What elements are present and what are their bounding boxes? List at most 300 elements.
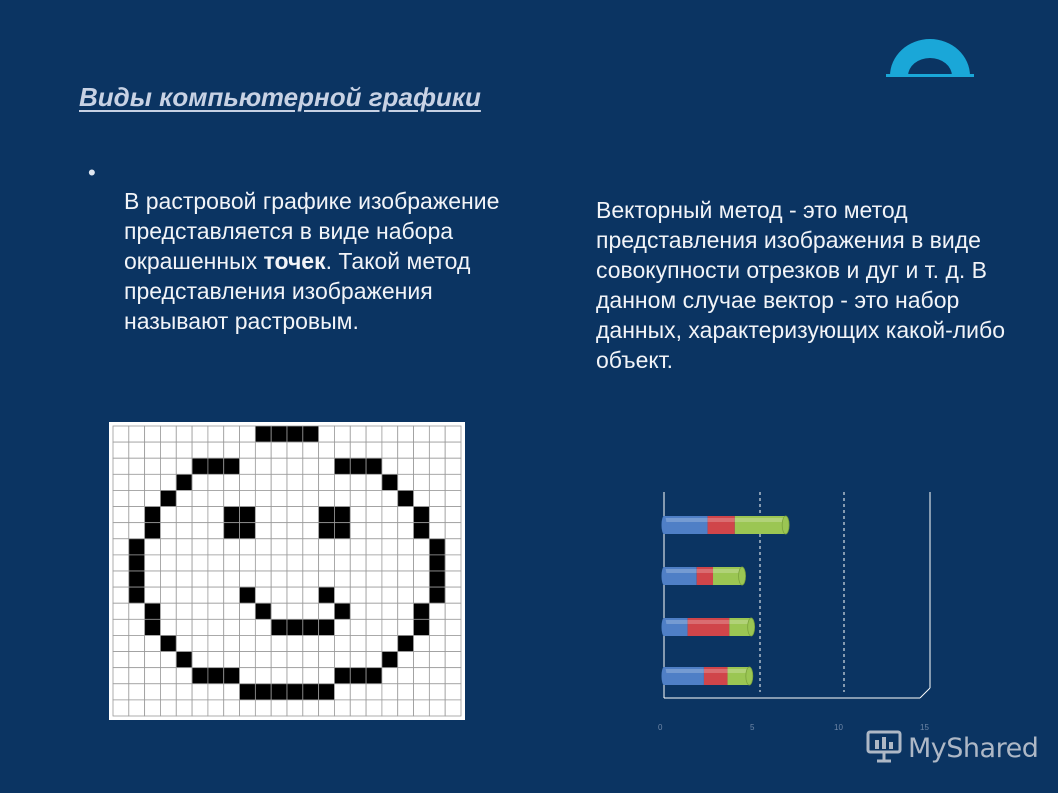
pixel-empty bbox=[319, 555, 335, 571]
pixel-empty bbox=[160, 587, 176, 603]
pixel-empty bbox=[350, 684, 366, 700]
pixel-empty bbox=[208, 474, 224, 490]
pixel-empty bbox=[350, 587, 366, 603]
pixel-empty bbox=[255, 474, 271, 490]
pixel-empty bbox=[366, 652, 382, 668]
pixel-empty bbox=[240, 571, 256, 587]
pixel-empty bbox=[303, 474, 319, 490]
pixel-empty bbox=[240, 700, 256, 716]
pixel-empty bbox=[366, 684, 382, 700]
pixel-empty bbox=[192, 603, 208, 619]
pixel-empty bbox=[176, 571, 192, 587]
pixel-empty bbox=[160, 652, 176, 668]
pixel-empty bbox=[160, 571, 176, 587]
pixel-empty bbox=[398, 652, 414, 668]
pixel-empty bbox=[414, 539, 430, 555]
pixel-empty bbox=[176, 523, 192, 539]
pixel-empty bbox=[160, 442, 176, 458]
pixel-empty bbox=[176, 619, 192, 635]
pixel-filled bbox=[334, 507, 350, 523]
raster-text-part1: В растровой графике изображение представляется в виде набора окрашенных bbox=[124, 188, 500, 274]
pixel-empty bbox=[445, 603, 461, 619]
bar-highlight bbox=[697, 569, 713, 573]
pixel-filled bbox=[334, 458, 350, 474]
pixel-empty bbox=[398, 700, 414, 716]
pixel-empty bbox=[287, 523, 303, 539]
pixel-empty bbox=[271, 507, 287, 523]
pixel-empty bbox=[350, 507, 366, 523]
pixel-empty bbox=[334, 442, 350, 458]
pixel-empty bbox=[445, 700, 461, 716]
pixel-empty bbox=[271, 587, 287, 603]
pixel-empty bbox=[224, 684, 240, 700]
pixel-filled bbox=[319, 507, 335, 523]
pixel-empty bbox=[224, 539, 240, 555]
pixel-filled bbox=[176, 652, 192, 668]
pixel-empty bbox=[240, 652, 256, 668]
pixel-empty bbox=[350, 571, 366, 587]
pixel-empty bbox=[398, 684, 414, 700]
pixel-empty bbox=[445, 474, 461, 490]
pixel-empty bbox=[113, 700, 129, 716]
pixel-empty bbox=[303, 442, 319, 458]
pixel-empty bbox=[350, 474, 366, 490]
pixel-filled bbox=[240, 523, 256, 539]
pixel-empty bbox=[208, 426, 224, 442]
pixel-empty bbox=[429, 490, 445, 506]
pixel-empty bbox=[271, 490, 287, 506]
pixel-empty bbox=[287, 587, 303, 603]
pixel-filled bbox=[334, 523, 350, 539]
bar-highlight bbox=[664, 569, 697, 573]
pixel-empty bbox=[240, 619, 256, 635]
pixel-empty bbox=[382, 635, 398, 651]
semicircle-arch-icon bbox=[886, 36, 976, 85]
pixel-empty bbox=[287, 603, 303, 619]
pixel-empty bbox=[224, 490, 240, 506]
pixel-empty bbox=[398, 539, 414, 555]
pixel-empty bbox=[192, 474, 208, 490]
pixel-empty bbox=[129, 700, 145, 716]
pixel-empty bbox=[303, 523, 319, 539]
pixel-empty bbox=[398, 458, 414, 474]
pixel-empty bbox=[224, 555, 240, 571]
pixel-empty bbox=[287, 442, 303, 458]
pixel-empty bbox=[255, 539, 271, 555]
pixel-filled bbox=[287, 619, 303, 635]
pixel-empty bbox=[398, 619, 414, 635]
pixel-empty bbox=[303, 539, 319, 555]
pixel-filled bbox=[129, 539, 145, 555]
pixel-empty bbox=[350, 426, 366, 442]
pixel-filled bbox=[303, 426, 319, 442]
pixel-empty bbox=[287, 507, 303, 523]
pixel-empty bbox=[303, 507, 319, 523]
bar-highlight bbox=[708, 518, 735, 522]
pixel-empty bbox=[145, 539, 161, 555]
pixel-empty bbox=[398, 571, 414, 587]
pixel-filled bbox=[334, 668, 350, 684]
pixel-empty bbox=[176, 700, 192, 716]
pixel-empty bbox=[366, 523, 382, 539]
pixel-empty bbox=[445, 571, 461, 587]
pixel-empty bbox=[414, 571, 430, 587]
pixel-empty bbox=[129, 523, 145, 539]
pixel-filled bbox=[255, 603, 271, 619]
pixel-empty bbox=[334, 426, 350, 442]
pixel-empty bbox=[382, 603, 398, 619]
pixel-empty bbox=[240, 474, 256, 490]
pixel-empty bbox=[445, 619, 461, 635]
pixel-empty bbox=[303, 571, 319, 587]
pixel-filled bbox=[350, 668, 366, 684]
pixel-empty bbox=[224, 587, 240, 603]
pixel-empty bbox=[176, 555, 192, 571]
pixel-empty bbox=[382, 668, 398, 684]
pixel-empty bbox=[271, 571, 287, 587]
pixel-empty bbox=[334, 490, 350, 506]
pixel-empty bbox=[240, 426, 256, 442]
pixel-empty bbox=[414, 652, 430, 668]
pixel-empty bbox=[271, 635, 287, 651]
pixel-empty bbox=[334, 555, 350, 571]
pixel-empty bbox=[240, 555, 256, 571]
slide-title: Виды компьютерной графики bbox=[79, 82, 481, 112]
pixel-empty bbox=[445, 652, 461, 668]
pixel-empty bbox=[429, 458, 445, 474]
pixel-filled bbox=[414, 523, 430, 539]
pixel-empty bbox=[160, 474, 176, 490]
bar-start-cap bbox=[662, 567, 667, 585]
pixel-filled bbox=[129, 571, 145, 587]
pixel-empty bbox=[382, 684, 398, 700]
pixel-empty bbox=[255, 619, 271, 635]
pixel-filled bbox=[208, 458, 224, 474]
pixel-empty bbox=[445, 587, 461, 603]
pixel-empty bbox=[366, 587, 382, 603]
pixel-empty bbox=[113, 684, 129, 700]
pixel-empty bbox=[319, 474, 335, 490]
pixel-empty bbox=[255, 507, 271, 523]
pixel-empty bbox=[145, 555, 161, 571]
pixel-empty bbox=[255, 700, 271, 716]
pixel-empty bbox=[160, 668, 176, 684]
pixel-empty bbox=[192, 652, 208, 668]
pixel-empty bbox=[398, 442, 414, 458]
pixel-empty bbox=[429, 442, 445, 458]
pixel-empty bbox=[350, 700, 366, 716]
pixel-empty bbox=[350, 635, 366, 651]
pixel-empty bbox=[303, 587, 319, 603]
pixel-smiley-image bbox=[109, 422, 465, 725]
pixel-empty bbox=[271, 442, 287, 458]
pixel-empty bbox=[129, 490, 145, 506]
pixel-empty bbox=[350, 555, 366, 571]
pixel-empty bbox=[224, 571, 240, 587]
pixel-filled bbox=[224, 523, 240, 539]
pixel-empty bbox=[334, 684, 350, 700]
pixel-empty bbox=[287, 700, 303, 716]
pixel-empty bbox=[350, 539, 366, 555]
pixel-empty bbox=[350, 652, 366, 668]
pixel-empty bbox=[382, 442, 398, 458]
pixel-empty bbox=[334, 571, 350, 587]
pixel-filled bbox=[224, 507, 240, 523]
pixel-empty bbox=[208, 507, 224, 523]
pixel-empty bbox=[319, 490, 335, 506]
pixel-empty bbox=[113, 523, 129, 539]
pixel-filled bbox=[414, 507, 430, 523]
pixel-empty bbox=[208, 619, 224, 635]
pixel-empty bbox=[160, 523, 176, 539]
pixel-empty bbox=[429, 635, 445, 651]
pixel-filled bbox=[319, 684, 335, 700]
raster-description bbox=[124, 186, 534, 336]
pixel-empty bbox=[350, 442, 366, 458]
pixel-empty bbox=[398, 668, 414, 684]
pixel-empty bbox=[160, 426, 176, 442]
pixel-empty bbox=[224, 442, 240, 458]
pixel-empty bbox=[287, 571, 303, 587]
pixel-empty bbox=[240, 603, 256, 619]
pixel-empty bbox=[255, 523, 271, 539]
pixel-empty bbox=[176, 458, 192, 474]
watermark-text: MyShared bbox=[908, 732, 1039, 764]
vector-description: Векторный метод - это метод представления изображения в виде совокупности отрезков и дуг и т. д. В данном случае вектор - это набор данных, характеризующих какой-либо объект. bbox=[596, 197, 1005, 373]
pixel-empty bbox=[113, 555, 129, 571]
bar-highlight bbox=[688, 620, 730, 624]
pixel-empty bbox=[350, 490, 366, 506]
pixel-filled bbox=[160, 635, 176, 651]
pixel-empty bbox=[224, 426, 240, 442]
pixel-empty bbox=[366, 635, 382, 651]
pixel-filled bbox=[303, 684, 319, 700]
pixel-empty bbox=[129, 635, 145, 651]
pixel-empty bbox=[113, 668, 129, 684]
pixel-empty bbox=[303, 555, 319, 571]
pixel-filled bbox=[240, 684, 256, 700]
pixel-filled bbox=[334, 603, 350, 619]
pixel-empty bbox=[255, 587, 271, 603]
pixel-empty bbox=[224, 474, 240, 490]
pixel-empty bbox=[334, 619, 350, 635]
pixel-filled bbox=[192, 668, 208, 684]
pixel-empty bbox=[366, 603, 382, 619]
pixel-empty bbox=[192, 700, 208, 716]
pixel-filled bbox=[224, 668, 240, 684]
bar-start-cap bbox=[662, 618, 667, 636]
pixel-empty bbox=[382, 539, 398, 555]
pixel-empty bbox=[113, 426, 129, 442]
pixel-empty bbox=[145, 490, 161, 506]
pixel-empty bbox=[445, 523, 461, 539]
pixel-empty bbox=[224, 603, 240, 619]
pixel-empty bbox=[398, 523, 414, 539]
pixel-empty bbox=[303, 490, 319, 506]
bar-end-cap bbox=[739, 567, 746, 585]
pixel-filled bbox=[366, 668, 382, 684]
pixel-filled bbox=[224, 458, 240, 474]
pixel-empty bbox=[113, 474, 129, 490]
pixel-empty bbox=[208, 442, 224, 458]
pixel-empty bbox=[129, 426, 145, 442]
pixel-empty bbox=[429, 668, 445, 684]
pixel-empty bbox=[303, 603, 319, 619]
pixel-empty bbox=[176, 603, 192, 619]
pixel-empty bbox=[334, 474, 350, 490]
pixel-empty bbox=[398, 587, 414, 603]
pixel-empty bbox=[192, 619, 208, 635]
pixel-filled bbox=[398, 635, 414, 651]
chart-tick-label: 15 bbox=[920, 723, 929, 732]
pixel-empty bbox=[271, 668, 287, 684]
raster-text-bold: точек bbox=[263, 248, 326, 274]
pixel-empty bbox=[287, 652, 303, 668]
pixel-empty bbox=[350, 523, 366, 539]
pixel-empty bbox=[382, 458, 398, 474]
pixel-empty bbox=[366, 507, 382, 523]
pixel-empty bbox=[208, 523, 224, 539]
pixel-filled bbox=[414, 619, 430, 635]
pixel-empty bbox=[366, 700, 382, 716]
pixel-empty bbox=[271, 652, 287, 668]
pixel-empty bbox=[255, 458, 271, 474]
pixel-empty bbox=[429, 523, 445, 539]
pixel-empty bbox=[176, 442, 192, 458]
chart-tick-label: 5 bbox=[750, 723, 755, 732]
pixel-empty bbox=[160, 507, 176, 523]
pixel-empty bbox=[414, 490, 430, 506]
chart-tick-label: 10 bbox=[834, 723, 843, 732]
bar-highlight bbox=[664, 620, 688, 624]
pixel-empty bbox=[240, 458, 256, 474]
pixel-empty bbox=[176, 426, 192, 442]
pixel-empty bbox=[160, 458, 176, 474]
pixel-filled bbox=[240, 507, 256, 523]
pixel-empty bbox=[224, 700, 240, 716]
pixel-empty bbox=[287, 635, 303, 651]
pixel-filled bbox=[366, 458, 382, 474]
pixel-filled bbox=[382, 474, 398, 490]
pixel-empty bbox=[382, 490, 398, 506]
pixel-empty bbox=[445, 555, 461, 571]
pixel-empty bbox=[113, 458, 129, 474]
pixel-empty bbox=[350, 603, 366, 619]
pixel-empty bbox=[303, 668, 319, 684]
pixel-empty bbox=[382, 555, 398, 571]
pixel-filled bbox=[319, 619, 335, 635]
pixel-empty bbox=[240, 539, 256, 555]
pixel-empty bbox=[192, 555, 208, 571]
pixel-filled bbox=[208, 668, 224, 684]
pixel-filled bbox=[145, 619, 161, 635]
pixel-filled bbox=[414, 603, 430, 619]
pixel-filled bbox=[287, 684, 303, 700]
pixel-empty bbox=[192, 635, 208, 651]
pixel-empty bbox=[366, 474, 382, 490]
pixel-empty bbox=[366, 571, 382, 587]
pixel-empty bbox=[176, 668, 192, 684]
pixel-empty bbox=[208, 587, 224, 603]
pixel-empty bbox=[240, 490, 256, 506]
bar-highlight bbox=[664, 669, 704, 673]
pixel-empty bbox=[319, 668, 335, 684]
stacked-bar-chart bbox=[650, 488, 950, 743]
pixel-empty bbox=[224, 635, 240, 651]
pixel-empty bbox=[160, 555, 176, 571]
pixel-empty bbox=[176, 539, 192, 555]
pixel-empty bbox=[287, 668, 303, 684]
pixel-filled bbox=[145, 603, 161, 619]
pixel-empty bbox=[240, 442, 256, 458]
pixel-empty bbox=[208, 555, 224, 571]
chart-tick-label: 0 bbox=[658, 723, 663, 732]
pixel-empty bbox=[176, 507, 192, 523]
pixel-filled bbox=[429, 587, 445, 603]
pixel-empty bbox=[192, 442, 208, 458]
pixel-empty bbox=[192, 426, 208, 442]
pixel-empty bbox=[366, 442, 382, 458]
pixel-empty bbox=[334, 539, 350, 555]
pixel-empty bbox=[303, 700, 319, 716]
pixel-empty bbox=[129, 684, 145, 700]
pixel-empty bbox=[145, 571, 161, 587]
pixel-empty bbox=[145, 587, 161, 603]
pixel-empty bbox=[398, 507, 414, 523]
pixel-empty bbox=[382, 619, 398, 635]
pixel-empty bbox=[287, 458, 303, 474]
pixel-empty bbox=[366, 426, 382, 442]
pixel-empty bbox=[414, 458, 430, 474]
pixel-empty bbox=[176, 684, 192, 700]
pixel-empty bbox=[145, 426, 161, 442]
pixel-empty bbox=[319, 635, 335, 651]
pixel-empty bbox=[145, 474, 161, 490]
pixel-empty bbox=[113, 571, 129, 587]
pixel-empty bbox=[208, 652, 224, 668]
pixel-filled bbox=[287, 426, 303, 442]
pixel-empty bbox=[445, 507, 461, 523]
pixel-empty bbox=[319, 458, 335, 474]
pixel-empty bbox=[429, 507, 445, 523]
pixel-empty bbox=[176, 490, 192, 506]
pixel-empty bbox=[113, 587, 129, 603]
pixel-empty bbox=[382, 507, 398, 523]
bar-start-cap bbox=[662, 667, 667, 685]
pixel-empty bbox=[240, 635, 256, 651]
pixel-empty bbox=[429, 652, 445, 668]
pixel-empty bbox=[334, 700, 350, 716]
bar-highlight bbox=[664, 518, 708, 522]
pixel-empty bbox=[303, 635, 319, 651]
pixel-empty bbox=[160, 684, 176, 700]
pixel-empty bbox=[319, 652, 335, 668]
pixel-empty bbox=[334, 635, 350, 651]
pixel-empty bbox=[366, 619, 382, 635]
pixel-empty bbox=[287, 555, 303, 571]
pixel-empty bbox=[145, 700, 161, 716]
pixel-empty bbox=[445, 458, 461, 474]
pixel-empty bbox=[145, 668, 161, 684]
pixel-empty bbox=[429, 619, 445, 635]
pixel-empty bbox=[429, 474, 445, 490]
pixel-empty bbox=[334, 587, 350, 603]
pixel-empty bbox=[398, 603, 414, 619]
pixel-empty bbox=[271, 603, 287, 619]
bar-end-cap bbox=[748, 618, 755, 636]
pixel-filled bbox=[176, 474, 192, 490]
pixel-empty bbox=[429, 603, 445, 619]
